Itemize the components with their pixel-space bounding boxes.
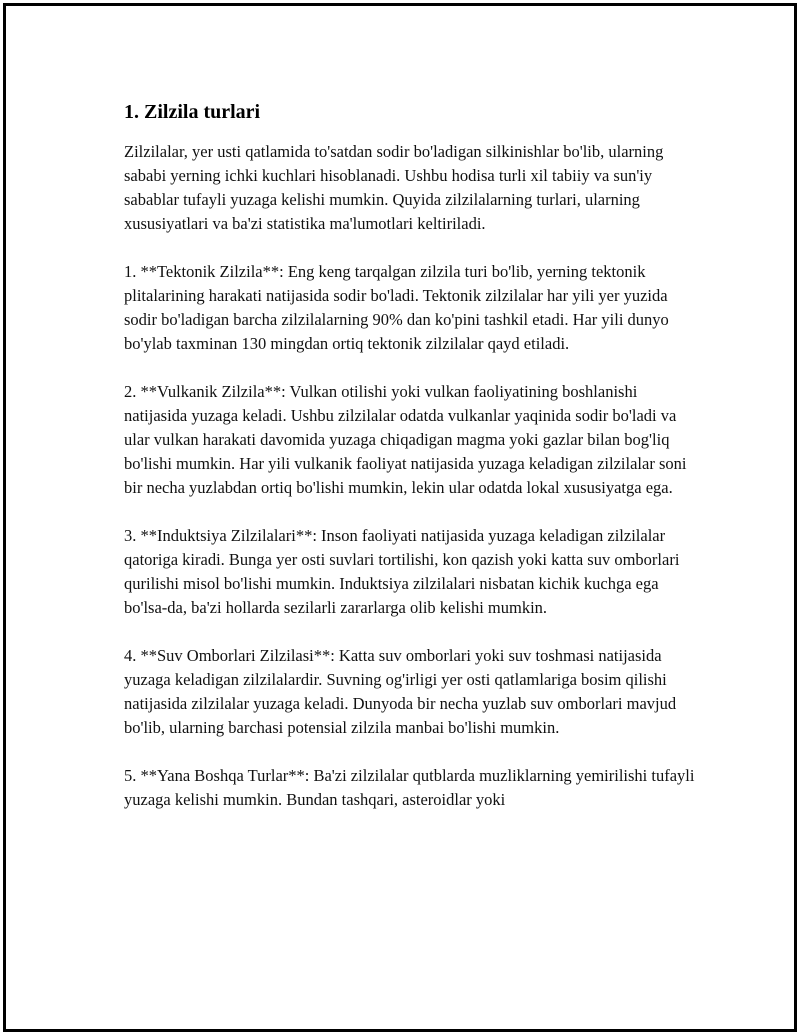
tectonic-earthquake-paragraph: 1. **Tektonik Zilzila**: Eng keng tarqalgan zilzila turi bo'lib, yerning tektonik plitalarining harakati natijasida sodir bo'ladi. Tektonik zilzilalar har yili yer yuzida sodir bo'ladigan barcha zilzilalarning 90% dan ko'pini tashkil etadi. Har yili dunyo bo'ylab taxminan 130 mingdan ortiq tektonik zilzilalar qayd etiladi. (124, 262, 669, 353)
document-body (124, 98, 704, 836)
page-frame (3, 3, 797, 1032)
induced-earthquake-paragraph: 3. **Induktsiya Zilzilalari**: Inson faoliyati natijasida yuzaga keladigan zilzilalar qatoriga kiradi. Bunga yer osti suvlari tortilishi, kon qazish yoki katta suv omborlari qurilishi misol bo'lishi mumkin. Induktsiya zilzilalari nisbatan kichik kuchga ega bo'lsa-da, ba'zi hollarda sezilarli zararlarga olib kelishi mumkin. (124, 526, 680, 617)
intro-paragraph: Zilzilalar, yer usti qatlamida to'satdan sodir bo'ladigan silkinishlar bo'lib, ularning sababi yerning ichki kuchlari hisoblanadi. Ushbu hodisa turli xil tabiiy va sun'iy sabablar tufayli yuzaga kelishi mumkin. Quyida zilzilalarning turlari, ularning xususiyatlari va ba'zi statistika ma'lumotlari keltiriladi. (124, 142, 664, 233)
volcanic-earthquake-paragraph: 2. **Vulkanik Zilzila**: Vulkan otilishi yoki vulkan faoliyatining boshlanishi natijasida yuzaga keladi. Ushbu zilzilalar odatda vulkanlar yaqinida sodir bo'ladi va ular vulkan harakati davomida yuzaga chiqadigan magma yoki gazlar bilan bog'liq bo'lishi mumkin. Har yili vulkanik faoliyat natijasida yuzaga keladigan zilzilalar soni bir necha yuzlabdan ortiq bo'lishi mumkin, lekin ular odatda lokal xususiyatga ega. (124, 382, 687, 497)
section-heading: 1. Zilzila turlari (124, 101, 261, 123)
other-types-paragraph: 5. **Yana Boshqa Turlar**: Ba'zi zilzilalar qutblarda muzliklarning yemirilishi tufayli yuzaga kelishi mumkin. Bundan tashqari, asteroidlar yoki (124, 766, 695, 809)
reservoir-earthquake-paragraph: 4. **Suv Omborlari Zilzilasi**: Katta suv omborlari yoki suv toshmasi natijasida yuzaga keladigan zilzilalardir. Suvning og'irligi yer osti qatlamlariga bosim qilishi natijasida zilzilalar yuzaga keladi. Dunyoda bir necha yuzlab suv omborlari mavjud bo'lib, ularning barchasi potensial zilzila manbai bo'lishi mumkin. (124, 646, 677, 737)
